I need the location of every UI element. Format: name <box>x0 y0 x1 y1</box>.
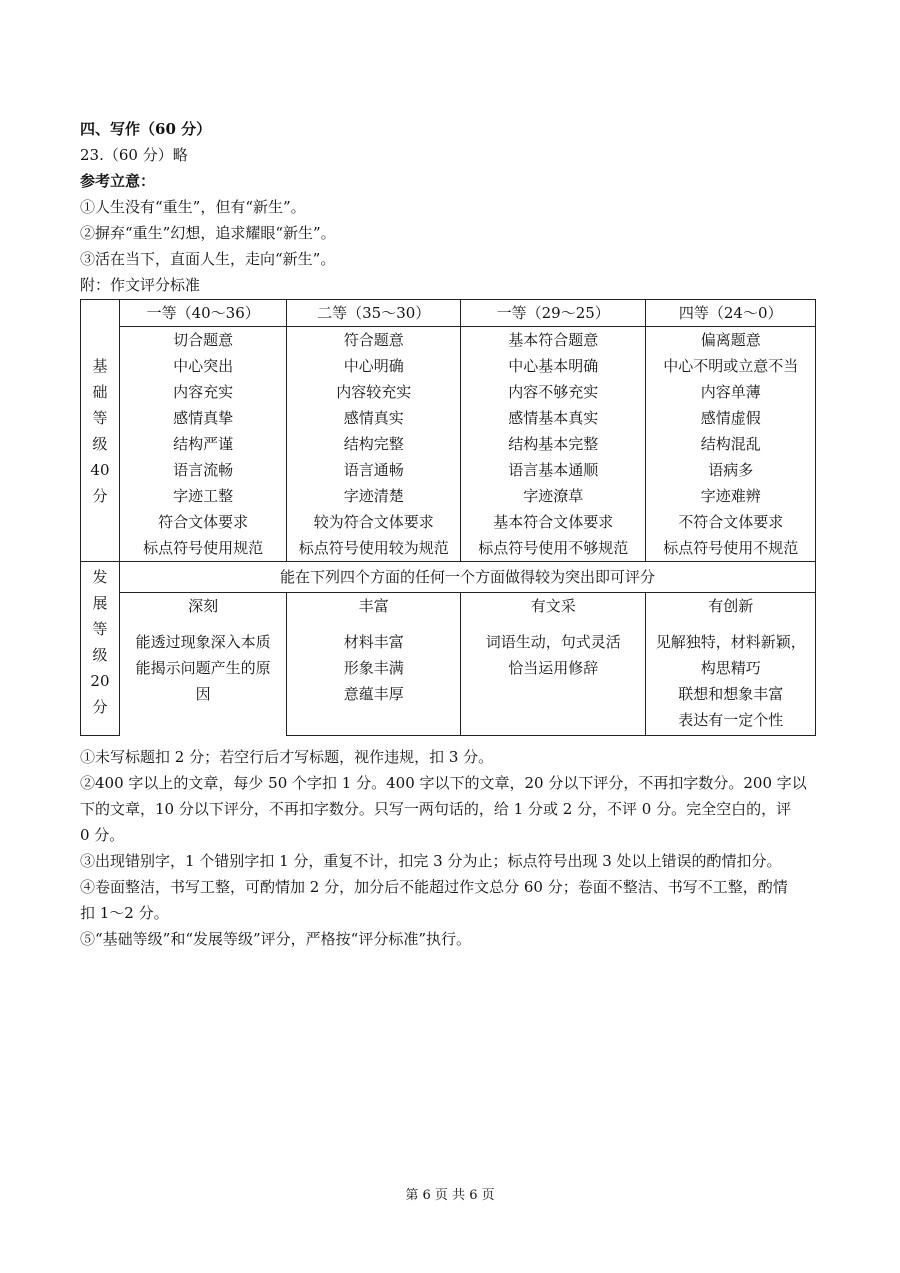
appendix-title: 附：作文评分标准 <box>80 276 201 294</box>
basic-criteria-cell: 偏离题意 中心不明或立意不当 内容单薄 感情虚假 结构混乱 语病多 字迹难辨 不符合文体要求 标点符号使用不规范 <box>646 327 816 562</box>
rubric-header-row <box>81 300 816 327</box>
page-footer: 第 6 页 共 6 页 <box>405 1188 495 1203</box>
basic-criteria-cell: 基本符合题意 中心基本明确 内容不够充实 感情基本真实 结构基本完整 语言基本通顺 字迹潦草 基本符合文体要求 标点符号使用不够规范 <box>460 327 645 562</box>
reference-point: ③活在当下，直面人生，走向“新生”。 <box>80 250 336 268</box>
reference-heading: 参考立意： <box>80 172 156 190</box>
development-note: 能在下列四个方面的任何一个方面做得较为突出即可评分 <box>119 562 815 593</box>
grade-header: 一等（40～36） <box>119 300 287 327</box>
question-line: 23.（60 分）略 <box>80 146 188 164</box>
rubric-basic-row <box>81 327 816 562</box>
grade-header: 一等（29～25） <box>460 300 645 327</box>
note-line: ③出现错别字，1 个错别字扣 1 分，重复不计，扣完 3 分为止；标点符号出现 3 处以上错误的酌情扣分。 <box>80 852 782 870</box>
basic-level-label: 基 础 等 级 40 分 <box>81 300 120 562</box>
note-line: 扣 1～2 分。 <box>80 904 169 922</box>
basic-criteria-cell: 符合题意 中心明确 内容较充实 感情真实 结构完整 语言通畅 字迹清楚 较为符合文体要求 标点符号使用较为规范 <box>287 327 461 562</box>
development-level-label: 发 展 等 级 20 分 <box>81 562 120 736</box>
rubric-dev-body-row <box>81 593 816 736</box>
section-title: 四、写作（60 分） <box>80 120 212 138</box>
grade-header: 二等（35～30） <box>287 300 461 327</box>
note-line: ⑤“基础等级”和“发展等级”评分，严格按“评分标准”执行。 <box>80 930 472 948</box>
scoring-notes <box>80 744 820 952</box>
reference-point: ②摒弃“重生”幻想，追求耀眼“新生”。 <box>80 224 336 242</box>
note-line: 下的文章，10 分以下评分，不再扣字数分。只写一两句话的，给 1 分或 2 分，不评 0 分。完全空白的，评 <box>80 800 792 818</box>
note-line: ①未写标题扣 2 分；若空行后才写标题，视作违规，扣 3 分。 <box>80 748 494 766</box>
page-content <box>80 116 820 952</box>
development-cell: 有文采 词语生动，句式灵活 恰当运用修辞 <box>460 593 645 736</box>
development-cell: 丰富 材料丰富 形象丰满 意蕴丰厚 <box>287 593 461 736</box>
note-line: ②400 字以上的文章，每少 50 个字扣 1 分。400 字以下的文章，20 分以下评分，不再扣字数分。200 字以 <box>80 774 807 792</box>
rubric-dev-note-row <box>81 562 816 593</box>
note-line: ④卷面整洁，书写工整，可酌情加 2 分，加分后不能超过作文总分 60 分；卷面不整洁、书写不工整，酌情 <box>80 878 788 896</box>
reference-point: ①人生没有“重生”，但有“新生”。 <box>80 198 306 216</box>
development-cell: 有创新 见解独特，材料新颖， 构思精巧 联想和想象丰富 表达有一定个性 <box>646 593 816 736</box>
rubric-table <box>80 299 816 736</box>
development-cell: 深刻 能透过现象深入本质 能揭示问题产生的原 因 <box>119 593 287 736</box>
note-line: 0 分。 <box>80 826 125 844</box>
grade-header: 四等（24～0） <box>646 300 816 327</box>
basic-criteria-cell: 切合题意 中心突出 内容充实 感情真挚 结构严谨 语言流畅 字迹工整 符合文体要求 标点符号使用规范 <box>119 327 287 562</box>
